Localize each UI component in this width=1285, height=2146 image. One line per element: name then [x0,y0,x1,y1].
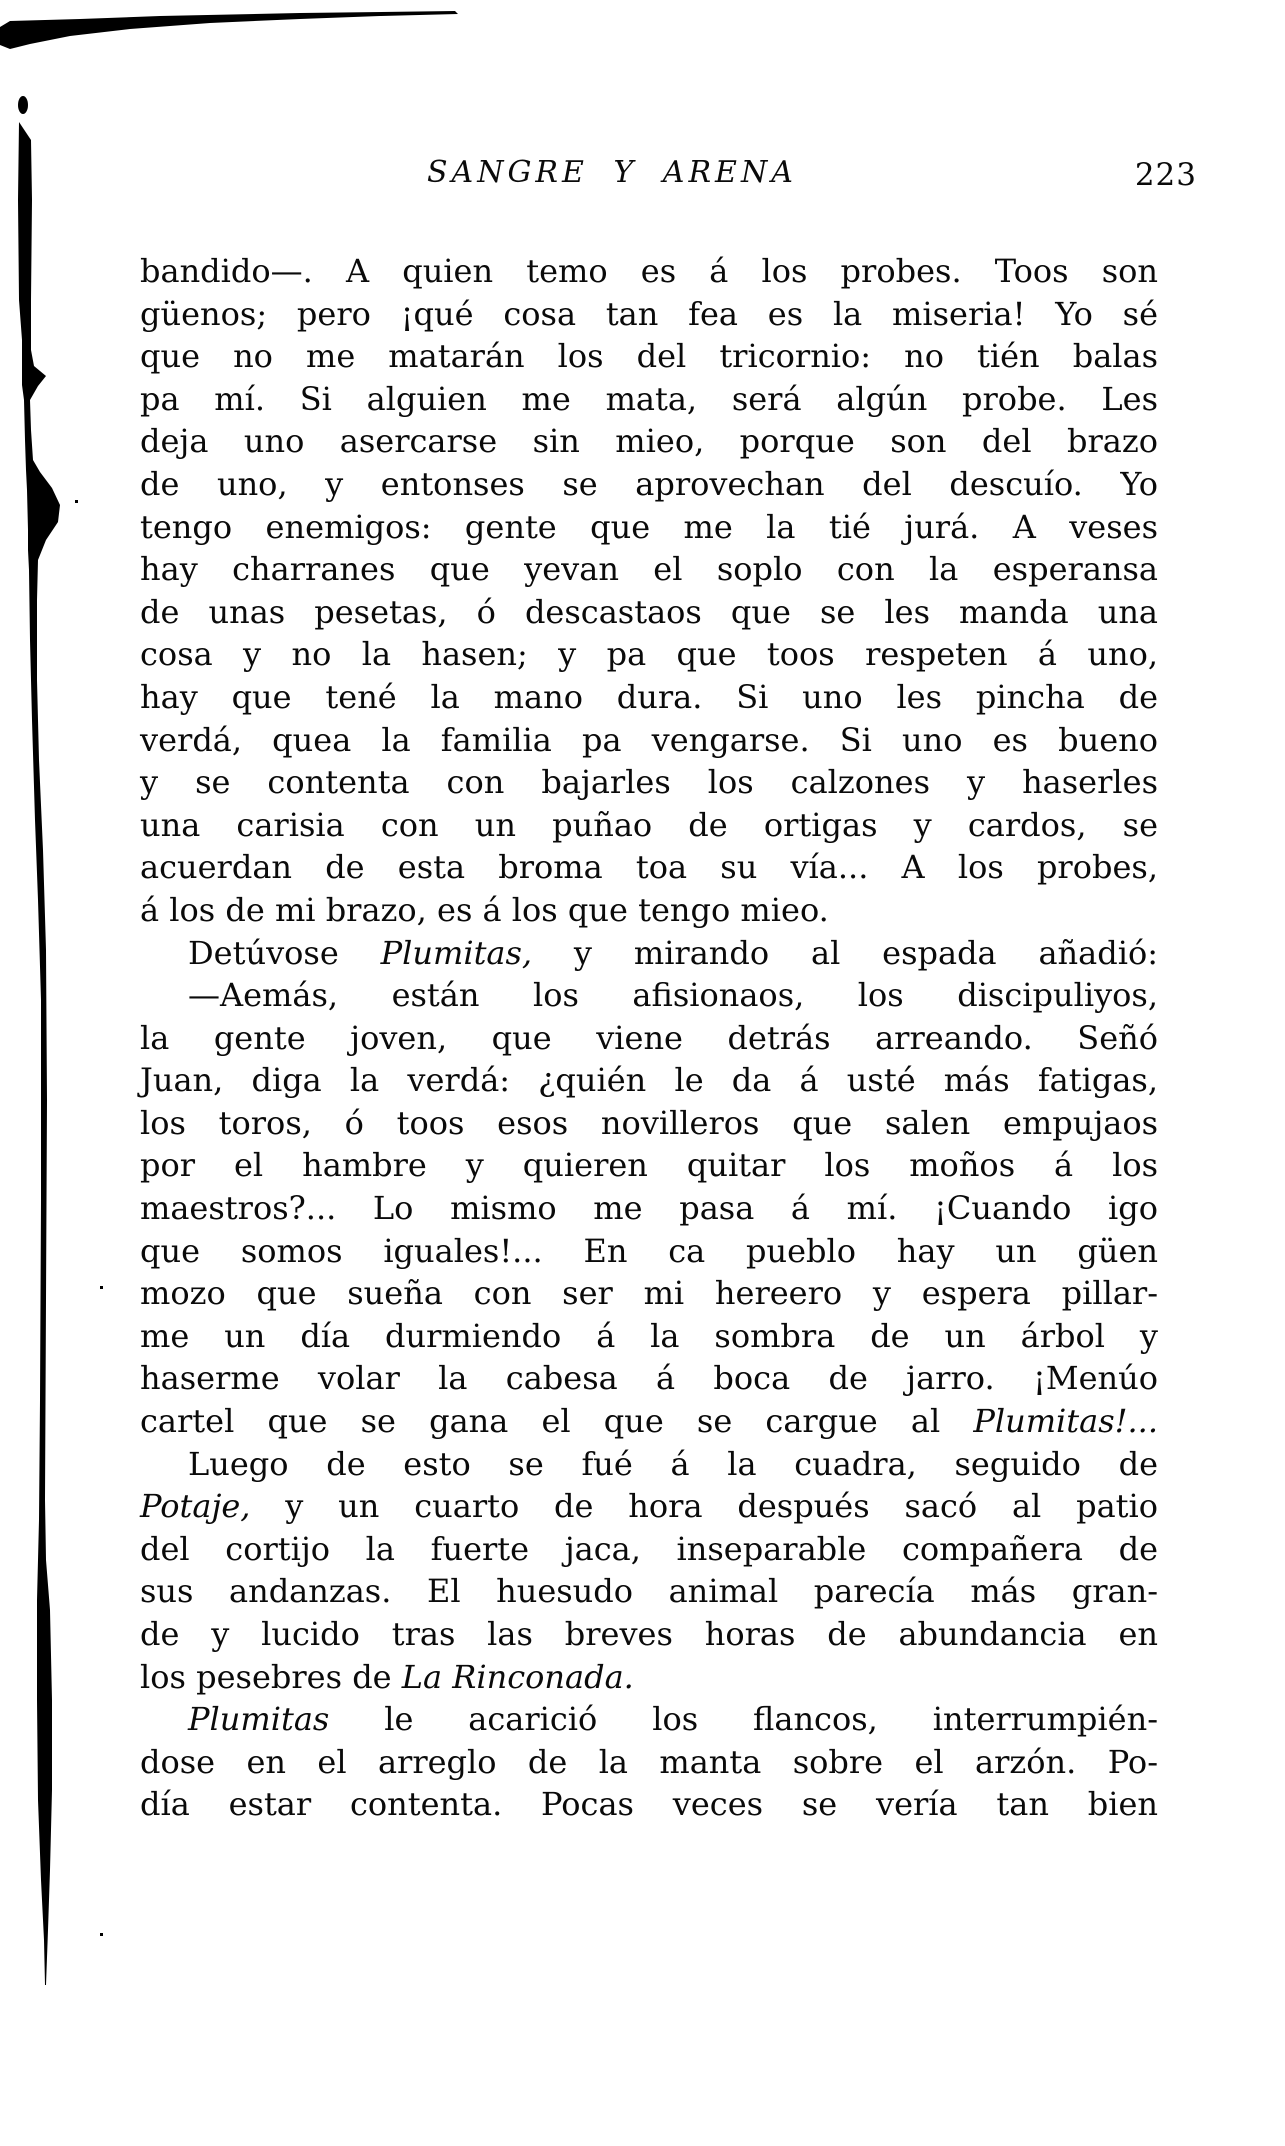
text-line [140,1017,1158,1060]
text-segment: mozo que sueña con ser mi hereero y espera pillar- [140,1274,1158,1313]
text-line [140,932,1158,975]
scan-artifact-dot [18,96,28,114]
page-number: 223 [1134,157,1197,193]
text-line [140,1741,1158,1784]
text-line [140,463,1158,506]
italic-word: Plumitas [188,1700,330,1739]
text-segment: que somos iguales!... En ca pueblo hay un güen [140,1231,1158,1270]
italic-word: Potaje, [140,1487,251,1526]
text-line [140,1528,1158,1571]
text-line [140,804,1158,847]
text-segment: del cortijo la fuerte jaca, inseparable compañera de [140,1529,1158,1568]
text-segment: me un día durmiendo á la sombra de un árbol y [140,1316,1158,1355]
text-segment: hay charranes que yevan el soplo con la esperansa [140,550,1158,589]
text-line [140,1656,1158,1699]
scan-artifact-spine-shadow [18,122,60,1985]
text-line [140,1698,1158,1741]
scan-speckle [100,1933,103,1936]
text-segment: hay que tené la mano dura. Si uno les pincha de [140,677,1158,716]
text-segment: Juan, diga la verdá: ¿quién le da á usté más fatigas, [140,1061,1158,1100]
text-segment: los toros, ó toos esos novilleros que salen empujaos [140,1103,1158,1142]
text-line [140,1443,1158,1486]
scan-speckle [100,1286,103,1289]
text-line [140,761,1158,804]
text-line [140,250,1158,293]
text-segment: acuerdan de esta broma toa su vía... A los probes, [140,848,1158,887]
text-segment: sus andanzas. El huesudo animal parecía más gran- [140,1572,1158,1611]
text-segment: bandido—. A quien temo es á los probes. Toos son [140,252,1158,290]
text-line [140,378,1158,421]
italic-word: La Rinconada. [401,1657,634,1696]
text-line [140,591,1158,634]
text-segment: y un cuarto de hora después sacó al patio [250,1487,1158,1526]
text-line [140,1357,1158,1400]
text-line [140,719,1158,762]
italic-word: Plumitas, [380,933,533,972]
text-segment: y mirando al espada añadió: [532,933,1159,972]
text-segment: por el hambre y quieren quitar los moños á los [140,1146,1158,1185]
text-segment: la gente joven, que viene detrás arreando. Señó [140,1018,1158,1057]
text-segment: y se contenta con bajarles los calzones y haserles [140,763,1158,802]
text-line [140,1400,1158,1443]
text-line [140,1187,1158,1230]
text-segment: deja uno asercarse sin mieo, porque son del brazo [140,422,1158,461]
text-line [140,633,1158,676]
text-segment: verdá, quea la familia pa vengarse. Si uno es bueno [140,720,1158,759]
header-title: SANGRE Y ARENA [427,155,797,190]
text-line [140,548,1158,591]
scan-artifact-top-edge [0,11,458,49]
text-line [140,1613,1158,1656]
text-segment: cartel que se gana el que se cargue al [140,1402,974,1441]
text-line [140,1485,1158,1528]
text-line [140,1144,1158,1187]
text-segment: los pesebres de [140,1657,402,1696]
text-segment: que no me matarán los del tricornio: no tién balas [140,337,1158,376]
text-segment: Luego de esto se fué á la cuadra, seguido de [188,1444,1158,1483]
text-segment: —Aemás, están los afisionaos, los discipuliyos, [188,976,1158,1015]
text-segment: de y lucido tras las breves horas de abundancia en [140,1615,1158,1653]
text-segment: á los de mi brazo, es á los que tengo mieo. [140,890,829,929]
text-segment: día estar contenta. Pocas veces se vería tan bien [140,1785,1158,1824]
text-segment: le acarició los flancos, interrumpién- [329,1700,1158,1739]
text-segment: de unas pesetas, ó descastaos que se les manda una [140,592,1158,631]
text-line [140,1315,1158,1358]
text-line [140,420,1158,463]
text-line [140,846,1158,889]
text-line [140,1230,1158,1273]
text-segment: güenos; pero ¡qué cosa tan fea es la miseria! Yo sé [140,294,1158,333]
text-line [140,293,1158,336]
text-line [140,1059,1158,1102]
text-line [140,506,1158,549]
text-line [140,889,1158,932]
text-segment: pa mí. Si alguien me mata, será algún probe. Les [140,379,1158,418]
text-line [140,974,1158,1017]
scan-speckle [75,500,78,503]
text-segment: Detúvose [188,933,381,972]
italic-word: Plumitas!... [973,1402,1158,1441]
text-segment: tengo enemigos: gente que me la tié jurá. A veses [140,507,1158,546]
text-block [140,250,1158,1826]
text-line [140,1783,1158,1826]
text-line [140,335,1158,378]
text-segment: haserme volar la cabesa á boca de jarro. ¡Menúo [140,1359,1158,1398]
text-line [140,1570,1158,1613]
text-segment: una carisia con un puñao de ortigas y cardos, se [140,805,1158,844]
text-segment: dose en el arreglo de la manta sobre el arzón. Po- [140,1742,1158,1781]
text-segment: de uno, y entonses se aprovechan del descuío. Yo [140,464,1158,503]
text-segment: maestros?... Lo mismo me pasa á mí. ¡Cuando igo [140,1189,1158,1228]
text-line [140,1272,1158,1315]
text-segment: cosa y no la hasen; y pa que toos respeten á uno, [140,635,1158,674]
text-line [140,676,1158,719]
text-line [140,1102,1158,1145]
